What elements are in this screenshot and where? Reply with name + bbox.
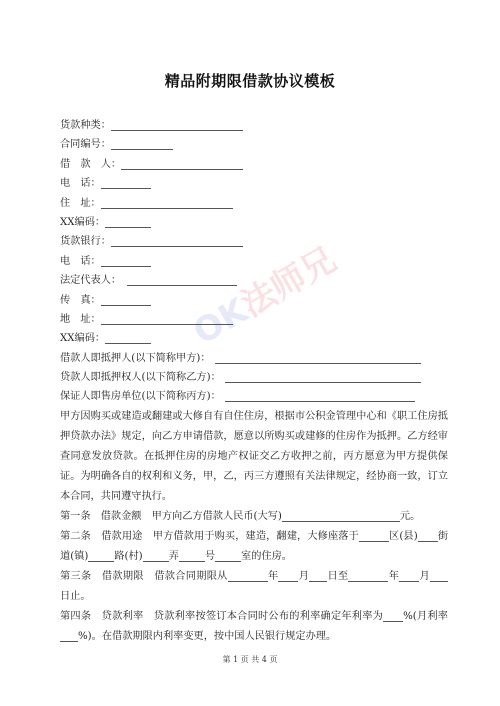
field-postcode [60,213,448,232]
blank-line [282,509,400,522]
blank-line [88,549,114,562]
blank-line [278,569,298,582]
blank-line [111,118,243,131]
watermark-part-b: 法师兄 [234,239,343,326]
article-3-month-1: 月 [298,570,310,582]
blank-line [348,569,388,582]
article-3-lead: 第三条 借款期限 借款合同期限从 [60,570,228,582]
article-3-day-to: 日至 [327,570,349,582]
field-bank-postcode [60,329,448,348]
field-phone [60,174,448,193]
article-2-district: 区(县) [388,530,418,542]
article-1-lead: 第一条 借款金额 甲方向乙方借款人民币(大写) [60,510,282,522]
field-label: 电 话： [60,255,101,267]
watermark-part-a: OK [186,290,255,353]
blank-line [101,254,151,267]
article-3-day-end: 日止。 [60,590,91,602]
page-footer: 第 1 页 共 4 页 [222,655,278,664]
field-address [60,194,448,213]
blank-line [215,549,241,562]
blank-line [179,549,205,562]
field-party-c [60,387,448,406]
blank-line [60,629,78,642]
blank-line [309,569,327,582]
blank-line [105,215,151,228]
blank-line [101,176,151,189]
field-legal-rep [60,271,448,290]
field-label: 法定代表人： [60,275,122,287]
intro-paragraph: 甲方因购买或建造或翻建或大修自有自住住房，根据市公积金管理中心和《职工住房抵押贷款办法》规定，向乙方申请借款，愿意以所购买或建修的住房作为抵押。乙方经审查同意发放贷款。在抵押住房的房地产权证交乙方收押之前，丙方愿意为甲方提供保证。为明确各自的权利和义务，甲，乙，丙三方遵照有关法律规定，经协商一致，订立本合同，共同遵守执行。 [60,410,448,502]
field-contract-no [60,135,448,154]
field-bank-address [60,310,448,329]
field-label: 住 址： [60,197,101,209]
article-1-tail: 元。 [399,510,421,522]
blank-line [228,569,268,582]
field-label: 地 址： [60,313,101,325]
article-3-year-1: 年 [267,570,279,582]
blank-line [399,569,419,582]
article-4-tail: %)。在借款期限内利率变更，按中国人民银行规定办理。 [78,630,337,642]
blank-line [383,609,403,622]
article-2-street: 街道 [60,530,449,562]
blank-line [215,351,421,364]
field-label: XX编码： [60,333,106,345]
article-2-tail: 室的住房。 [241,550,292,562]
field-label: 借 款 人： [60,158,122,170]
field-label: 电 话： [60,178,101,190]
field-label: 货款银行： [60,236,111,248]
field-party-b [60,368,448,387]
field-label: 借款人即抵押人(以下简称甲方)： [60,352,211,364]
field-label: 保证人即售房单位(以下简称丙方)： [60,391,221,403]
article-3-month-2: 月 [419,570,431,582]
document-title: 精品附期限借款协议模板 [164,72,336,90]
article-2-town: (镇) [70,550,89,562]
article-1 [60,507,448,527]
article-4-lead: 第四条 贷款利率 贷款利率按签订本合同时公布的利率确定年利率为 [60,610,384,622]
article-4 [60,607,448,647]
field-label: 传 真： [60,294,101,306]
article-2-road: 路(村) [114,550,143,562]
field-fax [60,291,448,310]
blank-line [225,389,415,402]
field-label: 货款种类： [60,120,111,131]
article-2 [60,527,448,567]
blank-line [127,273,237,286]
blank-line [143,549,169,562]
article-3-year-2: 年 [388,570,400,582]
field-loan-type [60,116,448,135]
blank-line [101,312,233,325]
document-body [60,116,448,647]
field-label: 合同编号： [60,139,111,151]
blank-line [101,293,151,306]
field-label: 贷款人即抵押权人(以下简称乙方)： [60,372,221,384]
article-2-number: 号 [204,550,216,562]
blank-line [111,234,243,247]
field-bank-phone [60,252,448,271]
blank-line [418,529,438,542]
field-bank [60,232,448,251]
blank-line [101,196,233,209]
field-label: XX编码： [60,216,106,228]
article-3 [60,567,448,607]
blank-line [225,370,421,383]
field-borrower [60,155,448,174]
blank-line [359,529,389,542]
blank-line [105,331,151,344]
article-2-lead: 第二条 借款用途 甲方借款用于购买，建造，翻建，大修座落于 [60,530,359,542]
article-2-lane: 弄 [168,550,179,562]
field-party-a [60,349,448,368]
blank-line [121,157,243,170]
blank-line [111,137,173,150]
article-4-monthly: %(月利率 [403,610,448,622]
blank-line [430,569,448,582]
